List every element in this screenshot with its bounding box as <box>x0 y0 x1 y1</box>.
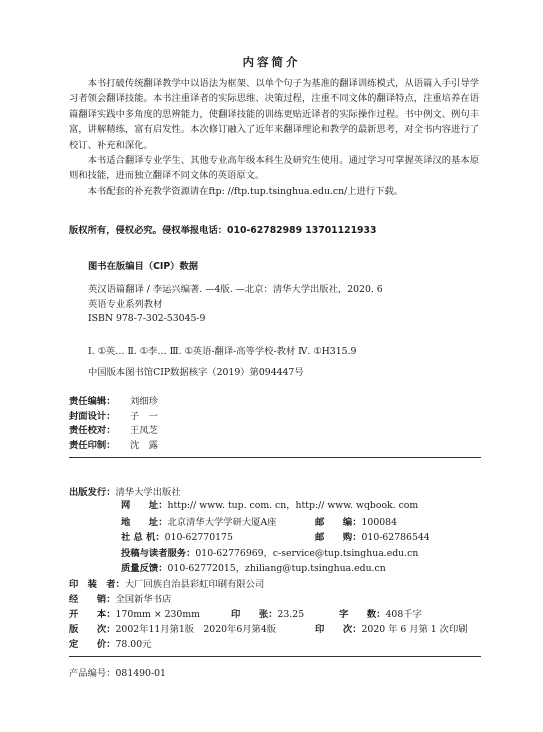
impression-value: 2020 年 6 月第 1 次印刷 <box>361 624 468 635</box>
impression-label: 印 次： <box>315 624 362 635</box>
switchboard-value: 010-62770175 <box>164 532 233 543</box>
divider <box>69 457 481 458</box>
price-label: 定 价： <box>69 639 116 650</box>
staff-value: 王凤芝 <box>130 425 158 437</box>
cip-line: 英汉语篇翻译 / 李运兴编著. —4版. —北京：清华大学出版社，2020. 6 <box>88 284 383 295</box>
page-title: 内容简介 <box>242 55 301 69</box>
staff-list <box>69 395 489 453</box>
distributor-label: 经 销： <box>69 594 116 605</box>
cip-heading: 图书在版编目（CIP）数据 <box>88 261 199 272</box>
staff-label: 责任印制： <box>69 439 116 451</box>
contribution-label: 投稿与读者服务： <box>121 548 196 559</box>
cip-line: ISBN 978-7-302-53045-9 <box>88 313 206 324</box>
intro-paragraph: 本书打破传统翻译教学中以语法为框架、以单个句子为基准的翻译训练模式，从语篇入手引导学习者领会翻译技能。本书注重译者的实际思维、决策过程，注重不同文体的翻译特点，注重培养在语篇翻译实践中多角度的思辨能力，使翻译技能的训练更贴近译者的实际操作过程。书中例文、例句丰富，讲解精练，富有启发性。本次修订融入了近年来翻译理论和教学的最新思考，对全书内容进行了校订、补充和深化。 <box>69 78 479 151</box>
staff-row <box>69 424 489 439</box>
words-value: 408千字 <box>385 609 422 620</box>
zip-label: 邮 编： <box>315 517 362 528</box>
intro-paragraph: 本书配套的补充教学资源请在ftp: //ftp.tup.tsinghua.edu.cn/上进行下载。 <box>87 185 404 197</box>
intro-section <box>69 76 479 199</box>
website-label: 网 址： <box>121 500 168 511</box>
publisher-name: 清华大学出版社 <box>115 487 181 498</box>
edition-value: 2002年11月第1版 2020年6月第4版 <box>115 624 277 635</box>
mail-order-label: 邮 购： <box>315 532 362 543</box>
website-value: http:// www. tup. com. cn，http:// www. wqbook. com <box>167 500 419 511</box>
staff-row <box>69 410 489 425</box>
address-value: 北京清华大学学研大厦A座 <box>167 517 277 528</box>
cip-check-number: 中国版本图书馆CIP数据核字（2019）第094447号 <box>88 367 304 378</box>
printer-label: 印 装 者： <box>69 579 125 590</box>
switchboard-label: 社 总 机： <box>121 532 165 543</box>
sheets-value: 23.25 <box>277 609 305 620</box>
quality-label: 质量反馈： <box>121 563 168 574</box>
distributor-value: 全国新华书店 <box>115 594 172 605</box>
staff-label: 责任编辑： <box>69 396 116 407</box>
words-label: 字 数： <box>339 609 386 620</box>
cip-classification: Ⅰ. ①英… Ⅱ. ①李… Ⅲ. ①英语-翻译-高等学校-教材 Ⅳ. ①H315.9 <box>88 346 357 357</box>
sheets-label: 印 张： <box>231 609 278 620</box>
staff-value: 沈 露 <box>130 439 158 451</box>
staff-value: 子 一 <box>130 410 158 422</box>
staff-label: 封面设计： <box>69 410 116 422</box>
staff-value: 刘细珍 <box>130 396 158 407</box>
edition-label: 版 次： <box>69 624 116 635</box>
format-label: 开 本： <box>69 609 116 620</box>
divider <box>69 656 481 657</box>
format-value: 170mm × 230mm <box>115 609 200 620</box>
staff-row <box>69 439 489 454</box>
contribution-value: 010-62776969，c-service@tup.tsinghua.edu.cn <box>195 548 419 559</box>
price-value: 78.00元 <box>115 639 152 650</box>
cip-line: 英语专业系列教材 <box>88 298 163 310</box>
intro-paragraph: 本书适合翻译专业学生、其他专业高年级本科生及研究生使用。通过学习可掌握英译汉的基本原则和技能，进而独立翻译不同文体的英语原文。 <box>69 155 479 182</box>
quality-value: 010-62772015，zhiliang@tup.tsinghua.edu.cn <box>167 563 386 574</box>
rights-notice: 版权所有，侵权必究。侵权举报电话：010-62782989 13701121933 <box>69 225 377 236</box>
zip-value: 100084 <box>361 517 397 528</box>
staff-row <box>69 395 489 410</box>
staff-label: 责任校对： <box>69 425 116 437</box>
product-number: 产品编号：081490-01 <box>69 668 166 679</box>
cip-block <box>88 283 488 327</box>
address-label: 地 址： <box>121 517 168 528</box>
publisher-label: 出版发行： <box>69 487 116 498</box>
mail-order-value: 010-62786544 <box>361 532 430 543</box>
printer-value: 大厂回族自治县彩虹印刷有限公司 <box>124 579 265 590</box>
